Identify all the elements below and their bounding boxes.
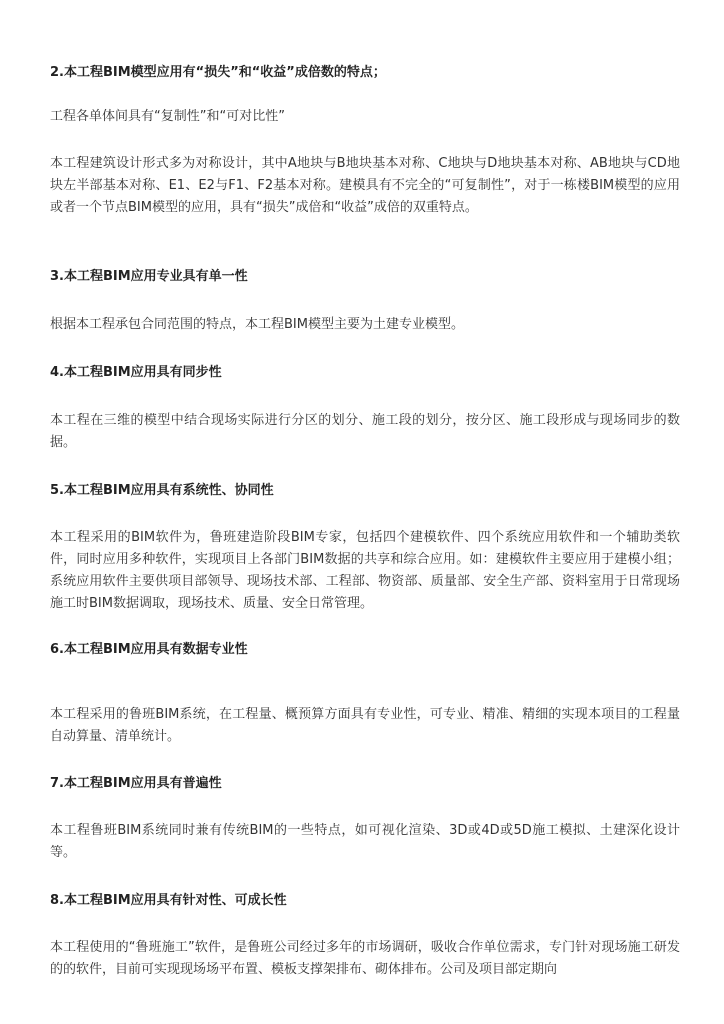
- paragraph-symmetric-design: 本工程建筑设计形式多为对称设计，其中A地块与B地块基本对称、C地块与D地块基本对称、AB地块与CD地块左半部基本对称、E1、E2与F1、F2基本对称。建模具有不完全的“可复制性”，对于一栋楼BIM模型的应用或者一个节点BIM模型的应用，具有“损失”成倍和“收益”成倍的双重特点。: [50, 156, 680, 215]
- paragraph-replicability: 工程各单体间具有“复制性”和“可对比性”: [50, 109, 285, 124]
- section-heading-8: 8.本工程BIM应用具有针对性、可成长性: [50, 893, 287, 908]
- paragraph-synchronization: 本工程在三维的模型中结合现场实际进行分区的划分、施工段的划分，按分区、施工段形成与现场同步的数据。: [50, 413, 680, 450]
- section-heading-7: 7.本工程BIM应用具有普遍性: [50, 776, 222, 791]
- section-heading-4: 4.本工程BIM应用具有同步性: [50, 365, 222, 380]
- section-heading-3: 3.本工程BIM应用专业具有单一性: [50, 269, 248, 284]
- section-heading-5: 5.本工程BIM应用具有系统性、协同性: [50, 483, 274, 498]
- paragraph-universality: 本工程鲁班BIM系统同时兼有传统BIM的一些特点，如可视化渲染、3D或4D或5D施工模拟、土建深化设计等。: [50, 823, 680, 860]
- section-heading-6: 6.本工程BIM应用具有数据专业性: [50, 642, 248, 657]
- section-heading-2: 2.本工程BIM模型应用有“损失”和“收益”成倍数的特点；: [50, 65, 386, 80]
- paragraph-targeted-growth: 本工程使用的“鲁班施工”软件，是鲁班公司经过多年的市场调研，吸收合作单位需求，专门针对现场施工研发的的软件，目前可实现现场场平布置、模板支撑架排布、砌体排布。公司及项目部定期向: [50, 940, 680, 977]
- paragraph-single-discipline: 根据本工程承包合同范围的特点，本工程BIM模型主要为土建专业模型。: [50, 317, 464, 332]
- paragraph-systematic: 本工程采用的BIM软件为，鲁班建造阶段BIM专家，包括四个建模软件、四个系统应用软件和一个辅助类软件，同时应用多种软件，实现项目上各部门BIM数据的共享和综合应用。如：建模软件主要应用于建模小组；系统应用软件主要供项目部领导、现场技术部、工程部、物资部、质量部、安全生产部、资料室用于日常现场施工时BIM数据调取，现场技术、质量、安全日常管理。: [50, 530, 680, 611]
- paragraph-data-professional: 本工程采用的鲁班BIM系统，在工程量、概预算方面具有专业性，可专业、精准、精细的实现本项目的工程量自动算量、清单统计。: [50, 707, 680, 744]
